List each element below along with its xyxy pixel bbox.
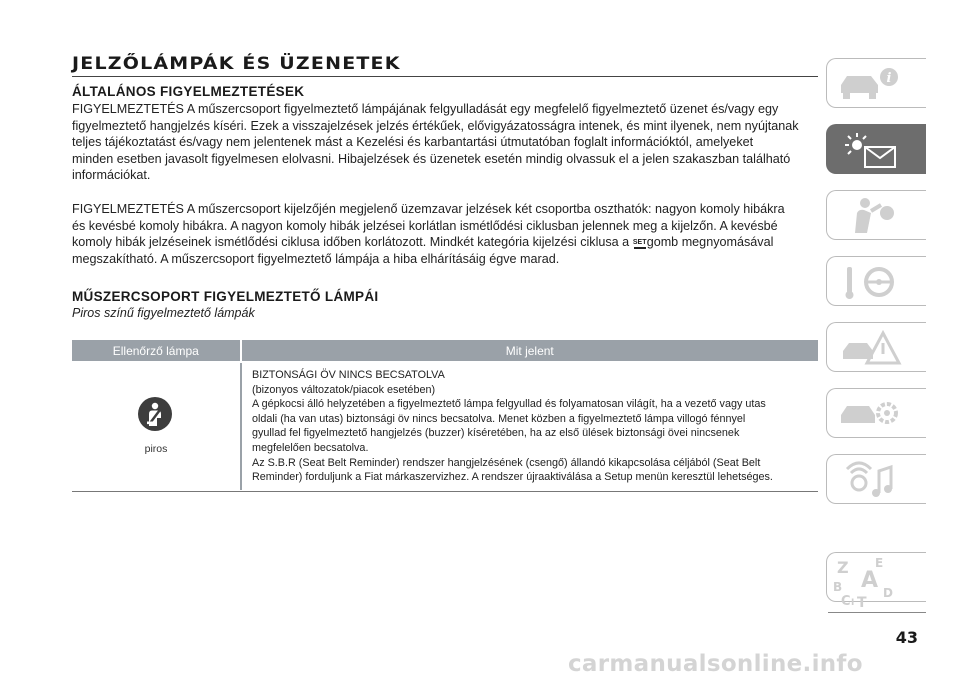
- airbag-person-icon: [827, 191, 927, 241]
- paragraph-line: figyelmeztető hangjelzés kíséri. Ezek a visszajelzések jelzés értékűek, elővigyázatosságra intenek, és mint ilyenek, nem nyújtanak: [72, 118, 799, 133]
- column-header-lamp: Ellenőrző lámpa: [112, 343, 199, 358]
- meaning-line: oldali (ha van utas) biztonsági öv nincs becsatolva. Menet közben a figyelmeztető lámpa villogó fénnyel: [252, 412, 746, 425]
- meaning-line: gyullad fel figyelmeztető hangjelzés (buzzer) kíséretében, ha az első ülések biztonsági övei nincsenek: [252, 427, 740, 440]
- car-info-icon: [827, 59, 927, 109]
- table-bottom-rule: [72, 491, 818, 492]
- table-header: [72, 340, 818, 361]
- index-letter: C: [841, 594, 851, 609]
- paragraph-line: FIGYELMEZTETÉS A műszercsoport kijelzőjén megjelenő üzemzavar jelzések két csoportba oszthatók: nagyon komoly hibákra: [72, 202, 785, 216]
- paragraph-text: komoly hibák jelzéseinek ismétlődési ciklusa időben korlátozott. Mindkét kategória kijelzési ciklusa a: [72, 235, 630, 250]
- meaning-line: A gépkocsi álló helyzetében a figyelmeztető lámpa felgyullad és folyamatosan világít, ha a vezető vagy utas: [252, 398, 766, 411]
- tab-warning-lights[interactable]: [826, 124, 926, 174]
- tab-index[interactable]: [826, 552, 926, 609]
- set-button-icon: [633, 239, 647, 249]
- svg-text:i: i: [886, 71, 892, 86]
- index-letter: T: [857, 595, 867, 609]
- meaning-line: BIZTONSÁGI ÖV NINCS BECSATOLVA: [252, 369, 445, 381]
- paragraph-line: minden esetben javasolt figyelmesen elolvasni. Hibajelzések és üzenetek esetén mindig olvassuk el a jelen szakaszban található: [72, 151, 791, 166]
- column-divider: [240, 363, 242, 490]
- set-button-label: SET: [632, 239, 647, 247]
- page-number: 43: [895, 628, 918, 647]
- alphabetical-index-icon: [827, 553, 927, 609]
- index-letter: B: [833, 580, 843, 594]
- index-letter: A: [861, 568, 879, 593]
- car-maintenance-icon: [827, 389, 927, 439]
- page-number-rule: [828, 612, 926, 613]
- index-letter: Z: [837, 558, 849, 577]
- paragraph-line: információkat.: [72, 168, 151, 183]
- meaning-line: (bizonyos változatok/piacok esetében): [252, 383, 436, 396]
- fault-indications-paragraph: [72, 201, 820, 267]
- general-warnings-paragraph: [72, 101, 820, 184]
- tab-car-info[interactable]: [826, 58, 926, 108]
- tab-safety[interactable]: [826, 190, 926, 240]
- section-general-warnings-heading: ÁLTALÁNOS FIGYELMEZTETÉSEK: [72, 84, 305, 99]
- meaning-line: Reminder) forduljunk a Fiat márkaszervizhez. A rendszer újraaktiválása a Setup menün keresztül lehetséges.: [252, 471, 773, 484]
- paragraph-text: gomb megnyomásával: [646, 235, 774, 250]
- index-letter: E: [875, 556, 884, 570]
- warning-light-message-icon: [827, 125, 927, 175]
- paragraph-line: teljes tájékoztatást és/vagy nem jelentenek mást a Kezelési és karbantartási útmutatóban foglalt információktól, amelyeket: [72, 135, 754, 150]
- tab-starting-driving[interactable]: [826, 256, 926, 306]
- title-underline: [72, 76, 818, 77]
- index-letter: I: [851, 598, 855, 608]
- section-red-lamps-subheading: Piros színű figyelmeztető lámpák: [72, 306, 255, 320]
- meaning-cell: [252, 368, 812, 485]
- meaning-line: Az S.B.R (Seat Belt Reminder) rendszer hangjelzésének (csengő) állandó kikapcsolása céljából (Seat Belt: [252, 456, 761, 469]
- meaning-line: megfelelően becsatolva.: [252, 441, 369, 454]
- paragraph-line: [72, 234, 820, 251]
- watermark: carmanualsonline.info: [568, 651, 863, 677]
- key-steering-wheel-icon: [827, 257, 927, 307]
- tab-multimedia[interactable]: [826, 454, 926, 504]
- column-header-meaning: Mit jelent: [505, 343, 554, 358]
- tab-maintenance[interactable]: [826, 388, 926, 438]
- section-instrument-lamps-heading: MŰSZERCSOPORT FIGYELMEZTETŐ LÁMPÁI: [72, 289, 379, 304]
- tab-emergency[interactable]: [826, 322, 926, 372]
- page-title: JELZŐLÁMPÁK ÉS ÜZENETEK: [72, 54, 401, 74]
- paragraph-line: FIGYELMEZTETÉS A műszercsoport figyelmeztető lámpájának felgyulladását egy megfelelő figyelmeztető üzenet és/vagy egy: [72, 102, 779, 116]
- seatbelt-icon: [138, 397, 172, 431]
- lamp-cell: [72, 363, 240, 490]
- paragraph-line: és kevésbé komoly hibákra. A nagyon komoly hibák jelzései korlátlan ismétlődési ciklusban jelennek meg a kijelzőn. A kevésbé: [72, 218, 778, 233]
- paragraph-line: megszakítható. A műszercsoport figyelmeztető lámpája a hiba elhárításáig égve marad.: [72, 251, 560, 266]
- index-letter: D: [883, 586, 893, 600]
- car-emergency-icon: [827, 323, 927, 373]
- multimedia-icon: [827, 455, 927, 505]
- table-row: [72, 363, 818, 490]
- lamp-color-label: piros: [144, 443, 168, 455]
